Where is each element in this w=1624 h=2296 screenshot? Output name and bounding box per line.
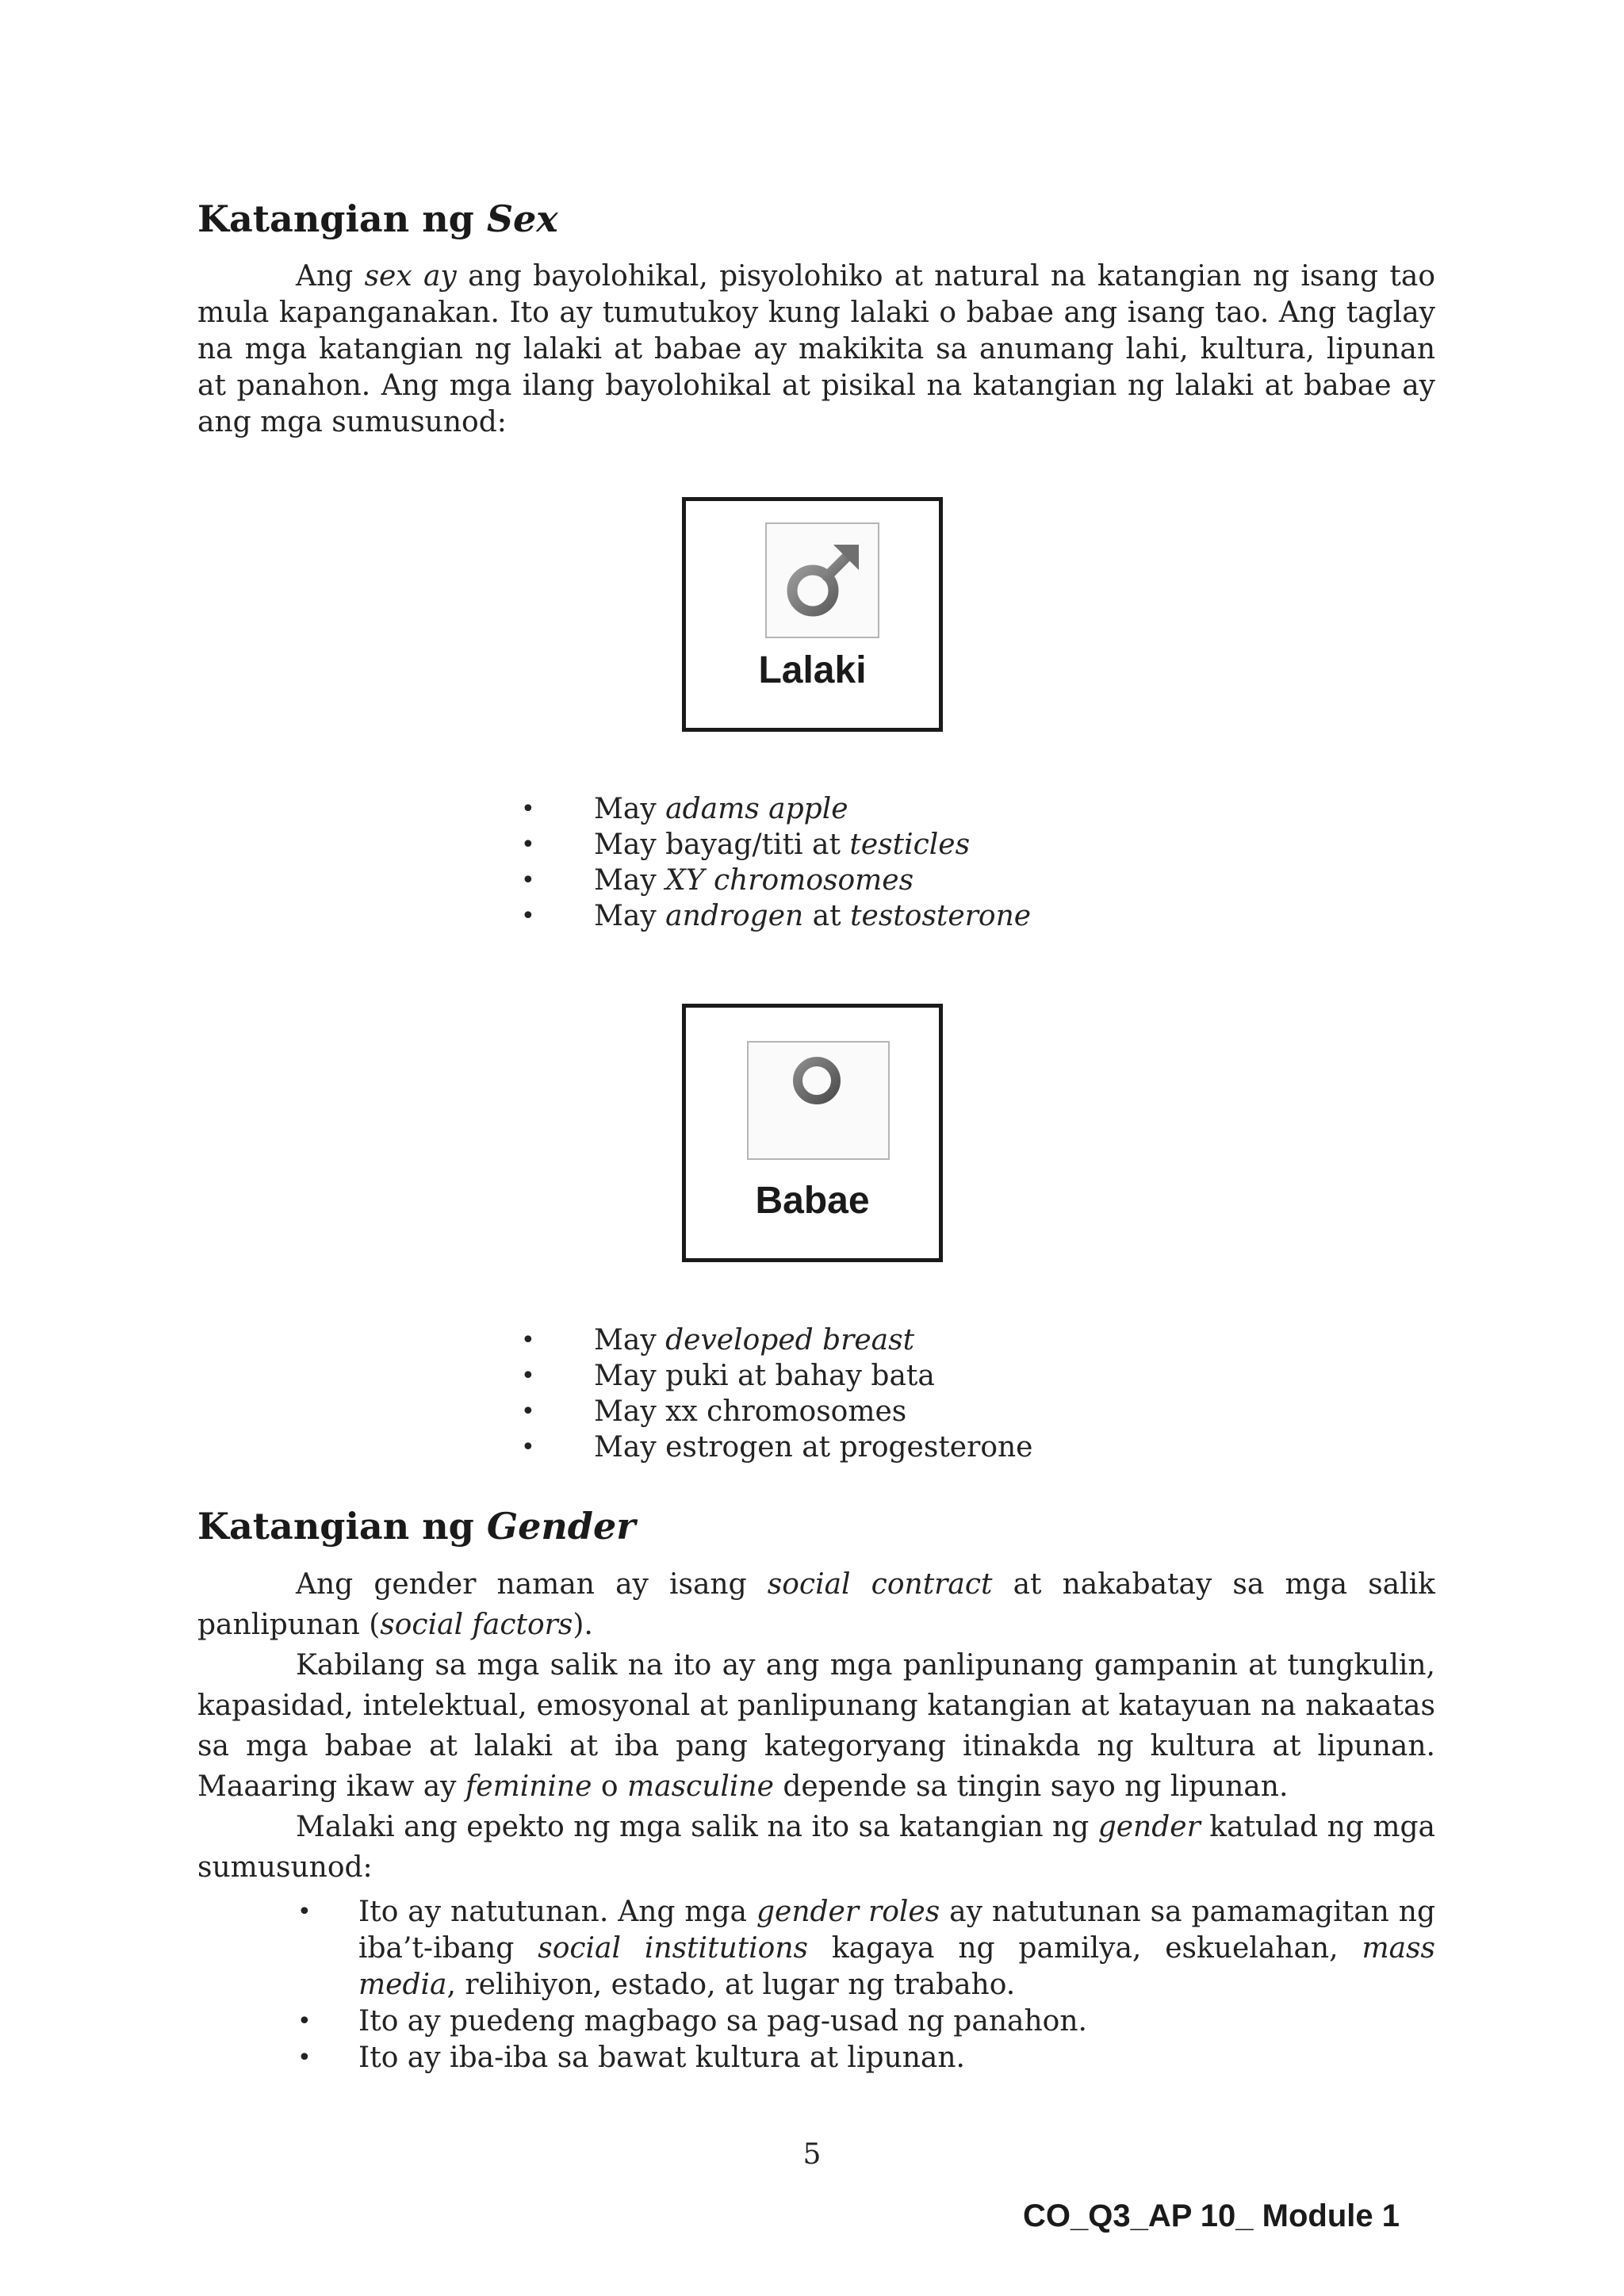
list-item: • May developed breast	[521, 1324, 915, 1357]
list-item: • May androgen at testosterone	[521, 900, 1032, 932]
list-item: • Ito ay puedeng magbago sa pag-usad ng panahon.	[358, 2003, 1435, 2040]
list-item: • May adams apple	[521, 793, 848, 825]
female-label: Babae	[755, 1180, 870, 1222]
male-traits-list	[521, 791, 1155, 934]
bullet: •	[521, 1433, 535, 1461]
list-item: • Ito ay iba-iba sa bawat kultura at lipunan.	[358, 2040, 1435, 2076]
module-code-footer: CO_Q3_AP 10_ Module 1	[1023, 2198, 1400, 2233]
section-heading-sex: Katangian ng Sex	[197, 197, 558, 240]
male-label: Lalaki	[758, 649, 867, 691]
list-item: • May bayag/titi at testicles	[521, 828, 971, 861]
female-traits-list	[521, 1322, 1155, 1465]
list-item: • May xx chromosomes	[521, 1395, 907, 1428]
list-item: • May XY chromosomes	[521, 864, 914, 897]
gender-points-list	[297, 1894, 1436, 2076]
bullet: •	[521, 1326, 535, 1354]
list-item: • Ito ay natutunan. Ang mga gender roles ay natutunan sa pamamagitan ng iba’t-ibang social institutions kagaya ng pamilya, eskuelahan, mass media, relihiyon, estado, at lugar ng trabaho.	[297, 1896, 1436, 2001]
list-item: • May puki at bahay bata	[521, 1360, 935, 1392]
page-number: 5	[802, 2138, 822, 2171]
bullet: •	[521, 867, 535, 894]
list-item: • May estrogen at progesterone	[521, 1431, 1033, 1464]
gender-paragraph-2: Kabilang sa mga salik na ito ay ang mga panlipunang gampanin at tungkulin, kapasidad, intelektual, emosyonal at panlipunang katangian at katayuan na nakaatas sa mga babae at lalaki at iba pang kategoryang itinakda ng kultura at lipunan. Maaaring ikaw ay feminine o masculine depende sa tingin sayo ng lipunan.	[197, 1649, 1435, 1803]
gender-paragraph-3: Malaki ang epekto ng mga salik na ito sa katangian ng gender katulad ng mga sumusunod:	[197, 1811, 1435, 1884]
gender-paragraph-1: Ang gender naman ay isang social contract at nakabatay sa mga salik panlipunan (social factors).	[197, 1568, 1435, 1641]
gender-paragraphs	[197, 1564, 1435, 1888]
bullet: •	[521, 902, 535, 930]
bullet: •	[521, 795, 535, 823]
bullet: •	[297, 1898, 312, 1926]
section-heading-gender: Katangian ng Gender	[197, 1505, 636, 1548]
bullet: •	[521, 831, 535, 859]
male-symbol-card	[682, 497, 943, 732]
female-symbol-card	[682, 1004, 943, 1262]
bullet: •	[297, 2044, 312, 2072]
bullet: •	[521, 1398, 535, 1425]
female-symbol-icon	[747, 1041, 890, 1160]
bullet: •	[297, 2007, 312, 2035]
bullet: •	[521, 1362, 535, 1390]
sex-intro-paragraph: Ang sex ay ang bayolohikal, pisyolohiko at natural na katangian ng isang tao mula kapanganakan. Ito ay tumutukoy kung lalaki o babae ang isang tao. Ang taglay na mga katangian ng lalaki at babae ay makikita sa anumang lahi, kultura, lipunan at panahon. Ang mga ilang bayolohikal at pisikal na katangian ng lalaki at babae ay ang mga sumusunod:	[197, 260, 1436, 438]
male-symbol-icon	[765, 522, 879, 638]
